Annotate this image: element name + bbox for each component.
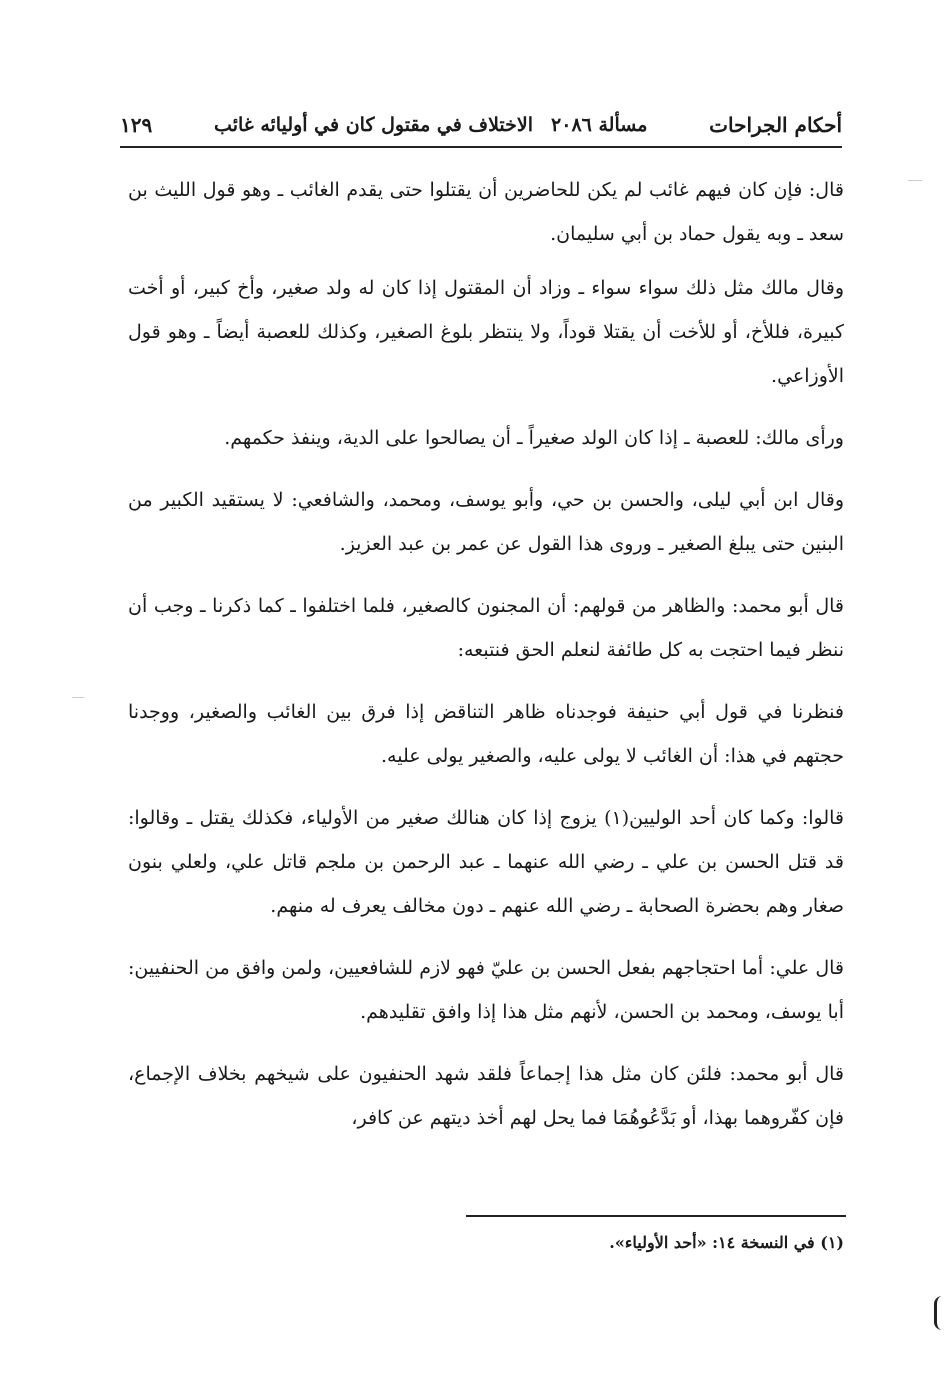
paragraph: قال: فإن كان فيهم غائب لم يكن للحاضرين أن يقتلوا حتى يقدم الغائب ـ وهو قول الليث بن سعد ـ وبه يقول حماد بن أبي سليمان. [128,179,844,245]
scan-speck [908,180,922,181]
issue-title: الاختلاف في مقتول كان في أوليائه غائب [214,114,534,136]
header-divider [120,146,842,148]
paragraph: قالوا: وكما كان أحد الوليين(١) يزوج إذا كان هنالك صغير من الأولياء، فكذلك يقتل ـ وقالوا: قد قتل الحسن بن علي ـ رضي الله عنهما ـ عبد الرحمن بن ملجم قاتل علي، ولعلي بنون صغار وهم بحضرة الصحابة ـ رضي الله عنهم ـ دون مخالف يعرف له منهم. [128,807,845,917]
paragraph: قال أبو محمد: والظاهر من قولهم: أن المجنون كالصغير، فلما اختلفوا ـ كما ذكرنا ـ وجب أن ننظر فيما احتجت به كل طائفة لنعلم الحق فنتبعه: [128,595,844,661]
running-header [120,108,842,142]
page-number: ١٢٩ [120,113,153,137]
footnote-divider [466,1215,846,1217]
paragraph: قال أبو محمد: فلئن كان مثل هذا إجماعاً فلقد شهد الحنفيون على شيخهم بخلاف الإجماع، فإن كفّروهما بهذا، أو بَدَّعُوهُمَا فما يحل لهم أخذ ديتهم عن كافر، [128,1063,844,1129]
header-issue [214,114,647,136]
footnote: (١) في النسخة ١٤: «أحد الأولياء». [609,1233,844,1252]
paragraph: فنظرنا في قول أبي حنيفة فوجدناه ظاهر التناقض إذا فرق بين الغائب والصغير، ووجدنا حجتهم في هذا: أن الغائب لا يولى عليه، والصغير يولى عليه. [128,701,844,767]
paragraph: ورأى مالك: للعصبة ـ إذا كان الولد صغيراً ـ أن يصالحوا على الدية، وينفذ حكمهم. [224,427,844,449]
book-title: أحكام الجراحات [709,113,842,137]
binding-edge-mark [934,1296,944,1330]
scan-speck [72,697,84,698]
paragraph: وقال ابن أبي ليلى، والحسن بن حي، وأبو يوسف، ومحمد، والشافعي: لا يستقيد الكبير من البنين حتى يبلغ الصغير ـ وروى هذا القول عن عمر بن عبد العزيز. [128,489,844,555]
paragraph: وقال مالك مثل ذلك سواء سواء ـ وزاد أن المقتول إذا كان له ولد صغير، وأخ كبير، أو أخت كبيرة، فللأخ، أو للأخت أن يقتلا قوداً، ولا ينتظر بلوغ الصغير، وكذلك للعصبة أيضاً ـ وهو قول الأوزاعي. [128,277,844,387]
paragraph: قال علي: أما احتجاجهم بفعل الحسن بن عليّ فهو لازم للشافعيين، ولمن وافق من الحنفيين: أبا يوسف، ومحمد بن الحسن، لأنهم مثل هذا إذا وافق تقليدهم. [128,957,844,1023]
page-body [128,168,844,1158]
issue-number: مسألة ٢٠٨٦ [551,114,648,136]
